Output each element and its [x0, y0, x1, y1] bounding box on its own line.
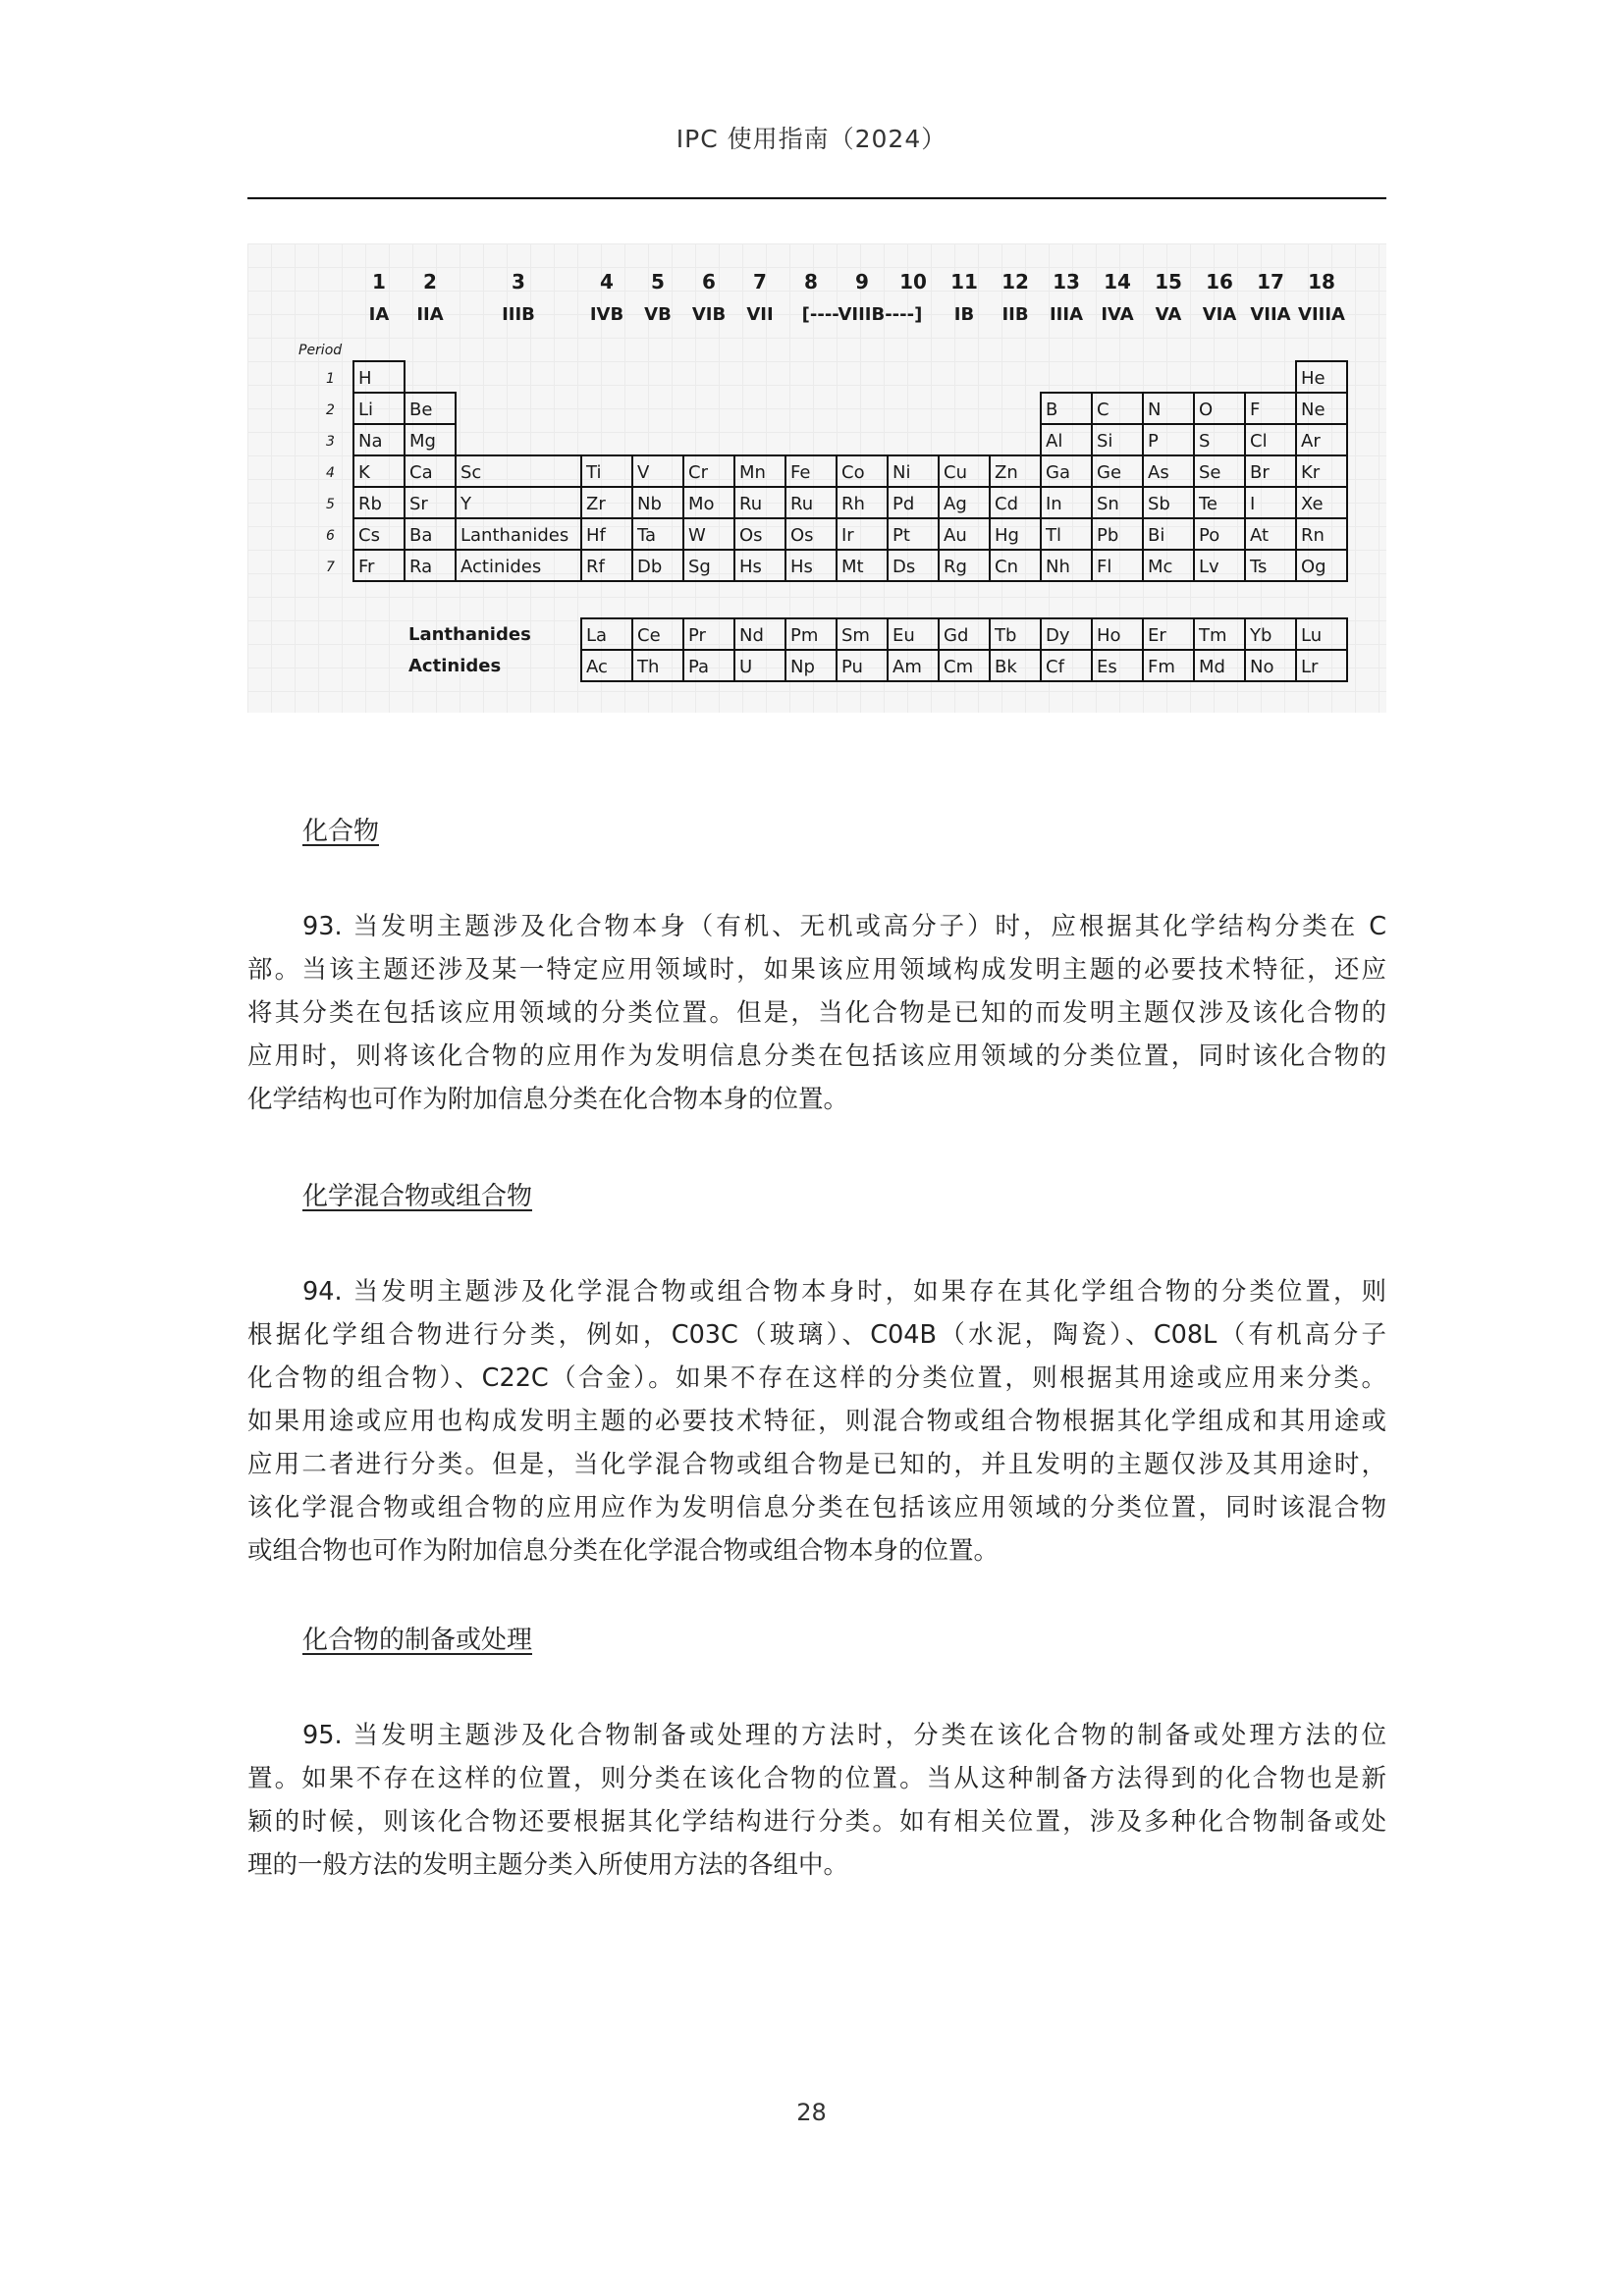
- group-number: 1: [372, 270, 386, 294]
- period-number: 2: [326, 402, 335, 418]
- element-symbol: Rh: [841, 494, 865, 514]
- paragraph-line: 或组合物也可作为附加信息分类在化学混合物或组合物本身的位置。: [247, 1536, 1000, 1566]
- element-symbol: Pt: [893, 525, 910, 546]
- element-symbol: Os: [739, 525, 763, 546]
- element-symbol: In: [1046, 494, 1062, 514]
- group-number: 13: [1053, 270, 1080, 294]
- paragraph-line: 该化学混合物或组合物的应用应作为发明信息分类在包括该应用领域的分类位置，同时该混合物: [247, 1493, 1386, 1522]
- element-symbol: Ga: [1046, 462, 1070, 483]
- group-number: 17: [1257, 270, 1284, 294]
- period-number: 5: [326, 497, 335, 512]
- header-rule: [247, 197, 1386, 199]
- element-symbol: Lanthanides: [460, 525, 569, 546]
- element-symbol: Gd: [944, 625, 969, 646]
- element-symbol: B: [1046, 400, 1058, 420]
- element-symbol: Ti: [586, 462, 602, 483]
- element-symbol: Ac: [586, 657, 608, 677]
- element-symbol: Po: [1199, 525, 1220, 546]
- element-symbol: Og: [1301, 557, 1326, 577]
- element-symbol: Ar: [1301, 431, 1321, 452]
- paragraph-line: 置。如果不存在这样的位置，则分类在该化合物的位置。当从这种制备方法得到的化合物也是新: [247, 1764, 1386, 1793]
- element-symbol: Ce: [637, 625, 661, 646]
- group-label: IA: [368, 304, 390, 325]
- element-symbol: Hg: [995, 525, 1019, 546]
- group-label: IIB: [1001, 304, 1029, 325]
- paragraph-line: 颖的时候，则该化合物还要根据其化学结构进行分类。如有相关位置，涉及多种化合物制备或处: [247, 1807, 1386, 1837]
- element-symbol: Hf: [586, 525, 606, 546]
- element-symbol: Fm: [1148, 657, 1175, 677]
- element-symbol: Fr: [358, 557, 375, 577]
- element-symbol: Tl: [1046, 525, 1061, 546]
- group-label: [----VIIIB----]: [801, 304, 923, 325]
- element-symbol: Y: [460, 494, 471, 514]
- element-symbol: Tm: [1199, 625, 1227, 646]
- paragraph-line: 93. 当发明主题涉及化合物本身（有机、无机或高分子）时，应根据其化学结构分类在 C: [302, 912, 1386, 941]
- element-symbol: Actinides: [460, 557, 542, 577]
- page-number: 28: [796, 2099, 827, 2126]
- element-symbol: Cr: [688, 462, 708, 483]
- element-symbol: Ra: [409, 557, 433, 577]
- element-symbol: Bi: [1148, 525, 1165, 546]
- group-number: 7: [753, 270, 767, 294]
- element-symbol: Se: [1199, 462, 1221, 483]
- element-symbol: Db: [637, 557, 663, 577]
- element-symbol: Pr: [688, 625, 706, 646]
- element-symbol: Ts: [1250, 557, 1268, 577]
- element-symbol: Dy: [1046, 625, 1070, 646]
- element-symbol: Pm: [790, 625, 819, 646]
- element-symbol: Sb: [1148, 494, 1170, 514]
- paragraph-line: 部。当该主题还涉及某一特定应用领域时，如果该应用领域构成发明主题的必要技术特征，还应: [247, 955, 1386, 985]
- group-label: VIIA: [1250, 304, 1291, 325]
- element-symbol: Pa: [688, 657, 710, 677]
- element-symbol: Nh: [1046, 557, 1070, 577]
- period-label: Period: [298, 343, 343, 358]
- element-symbol: Cm: [944, 657, 974, 677]
- group-label: IB: [953, 304, 975, 325]
- element-symbol: Sr: [409, 494, 428, 514]
- element-symbol: Sn: [1097, 494, 1119, 514]
- element-symbol: U: [739, 657, 753, 677]
- element-symbol: Th: [637, 657, 660, 677]
- group-number: 10: [899, 270, 927, 294]
- element-symbol: Lv: [1199, 557, 1219, 577]
- paragraph-line: 应用时，则将该化合物的应用作为发明信息分类在包括该应用领域的分类位置，同时该化合物的: [247, 1041, 1386, 1071]
- element-symbol: Au: [944, 525, 967, 546]
- section-title-compounds: 化合物: [302, 817, 380, 846]
- element-symbol: Ni: [893, 462, 911, 483]
- element-symbol: Fl: [1097, 557, 1112, 577]
- element-symbol: Lr: [1301, 657, 1319, 677]
- group-label: VA: [1155, 304, 1182, 325]
- element-symbol: Md: [1199, 657, 1225, 677]
- element-symbol: Al: [1046, 431, 1063, 452]
- element-symbol: Hs: [790, 557, 813, 577]
- group-number: 8: [804, 270, 818, 294]
- series-label: Actinides: [408, 656, 502, 676]
- element-symbol: Co: [841, 462, 865, 483]
- element-symbol: Zn: [995, 462, 1018, 483]
- element-symbol: N: [1148, 400, 1162, 420]
- element-symbol: Mt: [841, 557, 864, 577]
- group-number: 16: [1206, 270, 1233, 294]
- element-symbol: Fe: [790, 462, 811, 483]
- element-symbol: Mg: [409, 431, 436, 452]
- group-label: VII: [746, 304, 774, 325]
- paragraph-line: 94. 当发明主题涉及化学混合物或组合物本身时，如果存在其化学组合物的分类位置，则: [302, 1277, 1386, 1307]
- period-number: 3: [326, 434, 335, 450]
- element-symbol: Cu: [944, 462, 967, 483]
- element-symbol: Xe: [1301, 494, 1324, 514]
- element-symbol: Si: [1097, 431, 1113, 452]
- element-symbol: Rg: [944, 557, 967, 577]
- element-symbol: Rf: [586, 557, 605, 577]
- paragraph-line: 将其分类在包括该应用领域的分类位置。但是，当化合物是已知的而发明主题仅涉及该化合物的: [247, 998, 1386, 1028]
- element-symbol: Lu: [1301, 625, 1323, 646]
- element-symbol: V: [637, 462, 650, 483]
- paragraph-line: 根据化学组合物进行分类，例如，C03C（玻璃）、C04B（水泥，陶瓷）、C08L（有机高分子: [247, 1320, 1386, 1350]
- periodic-table-figure: [247, 243, 1386, 713]
- element-symbol: Kr: [1301, 462, 1321, 483]
- element-symbol: He: [1301, 368, 1325, 389]
- element-symbol: Mo: [688, 494, 715, 514]
- period-number: 1: [326, 371, 335, 387]
- element-symbol: Te: [1199, 494, 1218, 514]
- element-symbol: Cf: [1046, 657, 1064, 677]
- section-title-mixtures: 化学混合物或组合物: [302, 1182, 533, 1211]
- paragraph-95: [247, 1714, 1386, 1887]
- element-symbol: Pb: [1097, 525, 1119, 546]
- element-symbol: Sg: [688, 557, 711, 577]
- element-symbol: Be: [409, 400, 433, 420]
- element-symbol: Am: [893, 657, 922, 677]
- element-symbol: Rn: [1301, 525, 1325, 546]
- element-symbol: Sm: [841, 625, 870, 646]
- group-label: VIA: [1202, 304, 1237, 325]
- element-symbol: Er: [1148, 625, 1166, 646]
- element-symbol: Ir: [841, 525, 854, 546]
- group-number: 3: [512, 270, 525, 294]
- element-symbol: Pu: [841, 657, 863, 677]
- group-number: 5: [651, 270, 665, 294]
- series-label: Lanthanides: [408, 624, 531, 645]
- paragraph-line: 95. 当发明主题涉及化合物制备或处理的方法时，分类在该化合物的制备或处理方法的位: [302, 1721, 1386, 1750]
- group-label: IIA: [416, 304, 444, 325]
- element-symbol: Ho: [1097, 625, 1121, 646]
- group-label: VIB: [691, 304, 727, 325]
- paragraph-line: 理的一般方法的发明主题分类入所使用方法的各组中。: [247, 1850, 849, 1880]
- element-symbol: At: [1250, 525, 1270, 546]
- element-symbol: Ge: [1097, 462, 1122, 483]
- element-symbol: La: [586, 625, 608, 646]
- element-symbol: Np: [790, 657, 815, 677]
- element-symbol: Ag: [944, 494, 967, 514]
- periodic-table: [247, 243, 1386, 713]
- element-symbol: Ne: [1301, 400, 1325, 420]
- element-symbol: Hs: [739, 557, 762, 577]
- element-symbol: C: [1097, 400, 1109, 420]
- element-symbol: Cs: [358, 525, 380, 546]
- element-symbol: Ca: [409, 462, 433, 483]
- element-symbol: S: [1199, 431, 1211, 452]
- group-number: 18: [1308, 270, 1335, 294]
- element-symbol: Nb: [637, 494, 662, 514]
- paragraph-line: 化学结构也可作为附加信息分类在化合物本身的位置。: [247, 1085, 849, 1114]
- element-symbol: Sc: [460, 462, 482, 483]
- group-number: 4: [600, 270, 614, 294]
- element-symbol: Tb: [995, 625, 1017, 646]
- period-number: 7: [326, 560, 335, 575]
- element-symbol: O: [1199, 400, 1214, 420]
- group-label: IIIA: [1049, 304, 1084, 325]
- element-symbol: Yb: [1250, 625, 1272, 646]
- element-symbol: Zr: [586, 494, 606, 514]
- element-symbol: Ba: [409, 525, 433, 546]
- element-symbol: Li: [358, 400, 374, 420]
- paragraph-line: 如果用途或应用也构成发明主题的必要技术特征，则混合物或组合物根据其化学组成和其用途或: [247, 1407, 1386, 1436]
- group-number: 6: [702, 270, 716, 294]
- element-symbol: Ds: [893, 557, 916, 577]
- group-number: 15: [1155, 270, 1182, 294]
- element-symbol: K: [358, 462, 370, 483]
- element-symbol: Pd: [893, 494, 915, 514]
- element-symbol: As: [1148, 462, 1169, 483]
- period-number: 6: [326, 528, 335, 544]
- element-symbol: Ru: [739, 494, 763, 514]
- element-symbol: P: [1148, 431, 1159, 452]
- element-symbol: Nd: [739, 625, 764, 646]
- group-number: 2: [423, 270, 437, 294]
- element-cell: [456, 487, 581, 518]
- paragraph-93: [247, 905, 1386, 1121]
- element-symbol: Ru: [790, 494, 814, 514]
- element-symbol: Es: [1097, 657, 1117, 677]
- group-label: VIIIA: [1298, 304, 1345, 325]
- element-symbol: Cn: [995, 557, 1018, 577]
- group-label: IVB: [589, 304, 624, 325]
- element-symbol: Os: [790, 525, 814, 546]
- period-number: 4: [326, 465, 335, 481]
- paragraph-line: 应用二者进行分类。但是，当化学混合物或组合物是已知的，并且发明的主题仅涉及其用途时，: [247, 1450, 1386, 1479]
- element-symbol: Cd: [995, 494, 1018, 514]
- element-symbol: Rb: [358, 494, 382, 514]
- page-header: IPC 使用指南（2024）: [676, 125, 947, 153]
- group-number: 11: [950, 270, 978, 294]
- element-symbol: Br: [1250, 462, 1270, 483]
- element-symbol: Cl: [1250, 431, 1268, 452]
- element-symbol: Mn: [739, 462, 766, 483]
- element-symbol: I: [1250, 494, 1256, 514]
- element-symbol: W: [688, 525, 706, 546]
- group-number: 14: [1104, 270, 1131, 294]
- element-symbol: Ta: [637, 525, 657, 546]
- group-label: VB: [644, 304, 672, 325]
- element-symbol: Bk: [995, 657, 1017, 677]
- group-number: 12: [1001, 270, 1029, 294]
- group-number: 9: [855, 270, 869, 294]
- group-label: IVA: [1101, 304, 1134, 325]
- element-symbol: F: [1250, 400, 1261, 420]
- element-symbol: Eu: [893, 625, 915, 646]
- paragraph-94: [247, 1270, 1386, 1573]
- element-symbol: No: [1250, 657, 1274, 677]
- paragraph-line: 化合物的组合物）、C22C（合金）。如果不存在这样的分类位置，则根据其用途或应用来分类。: [247, 1363, 1386, 1393]
- element-symbol: H: [358, 368, 372, 389]
- element-symbol: Mc: [1148, 557, 1173, 577]
- group-label: IIIB: [502, 304, 535, 325]
- element-symbol: Na: [358, 431, 383, 452]
- section-title-preparation: 化合物的制备或处理: [302, 1626, 533, 1655]
